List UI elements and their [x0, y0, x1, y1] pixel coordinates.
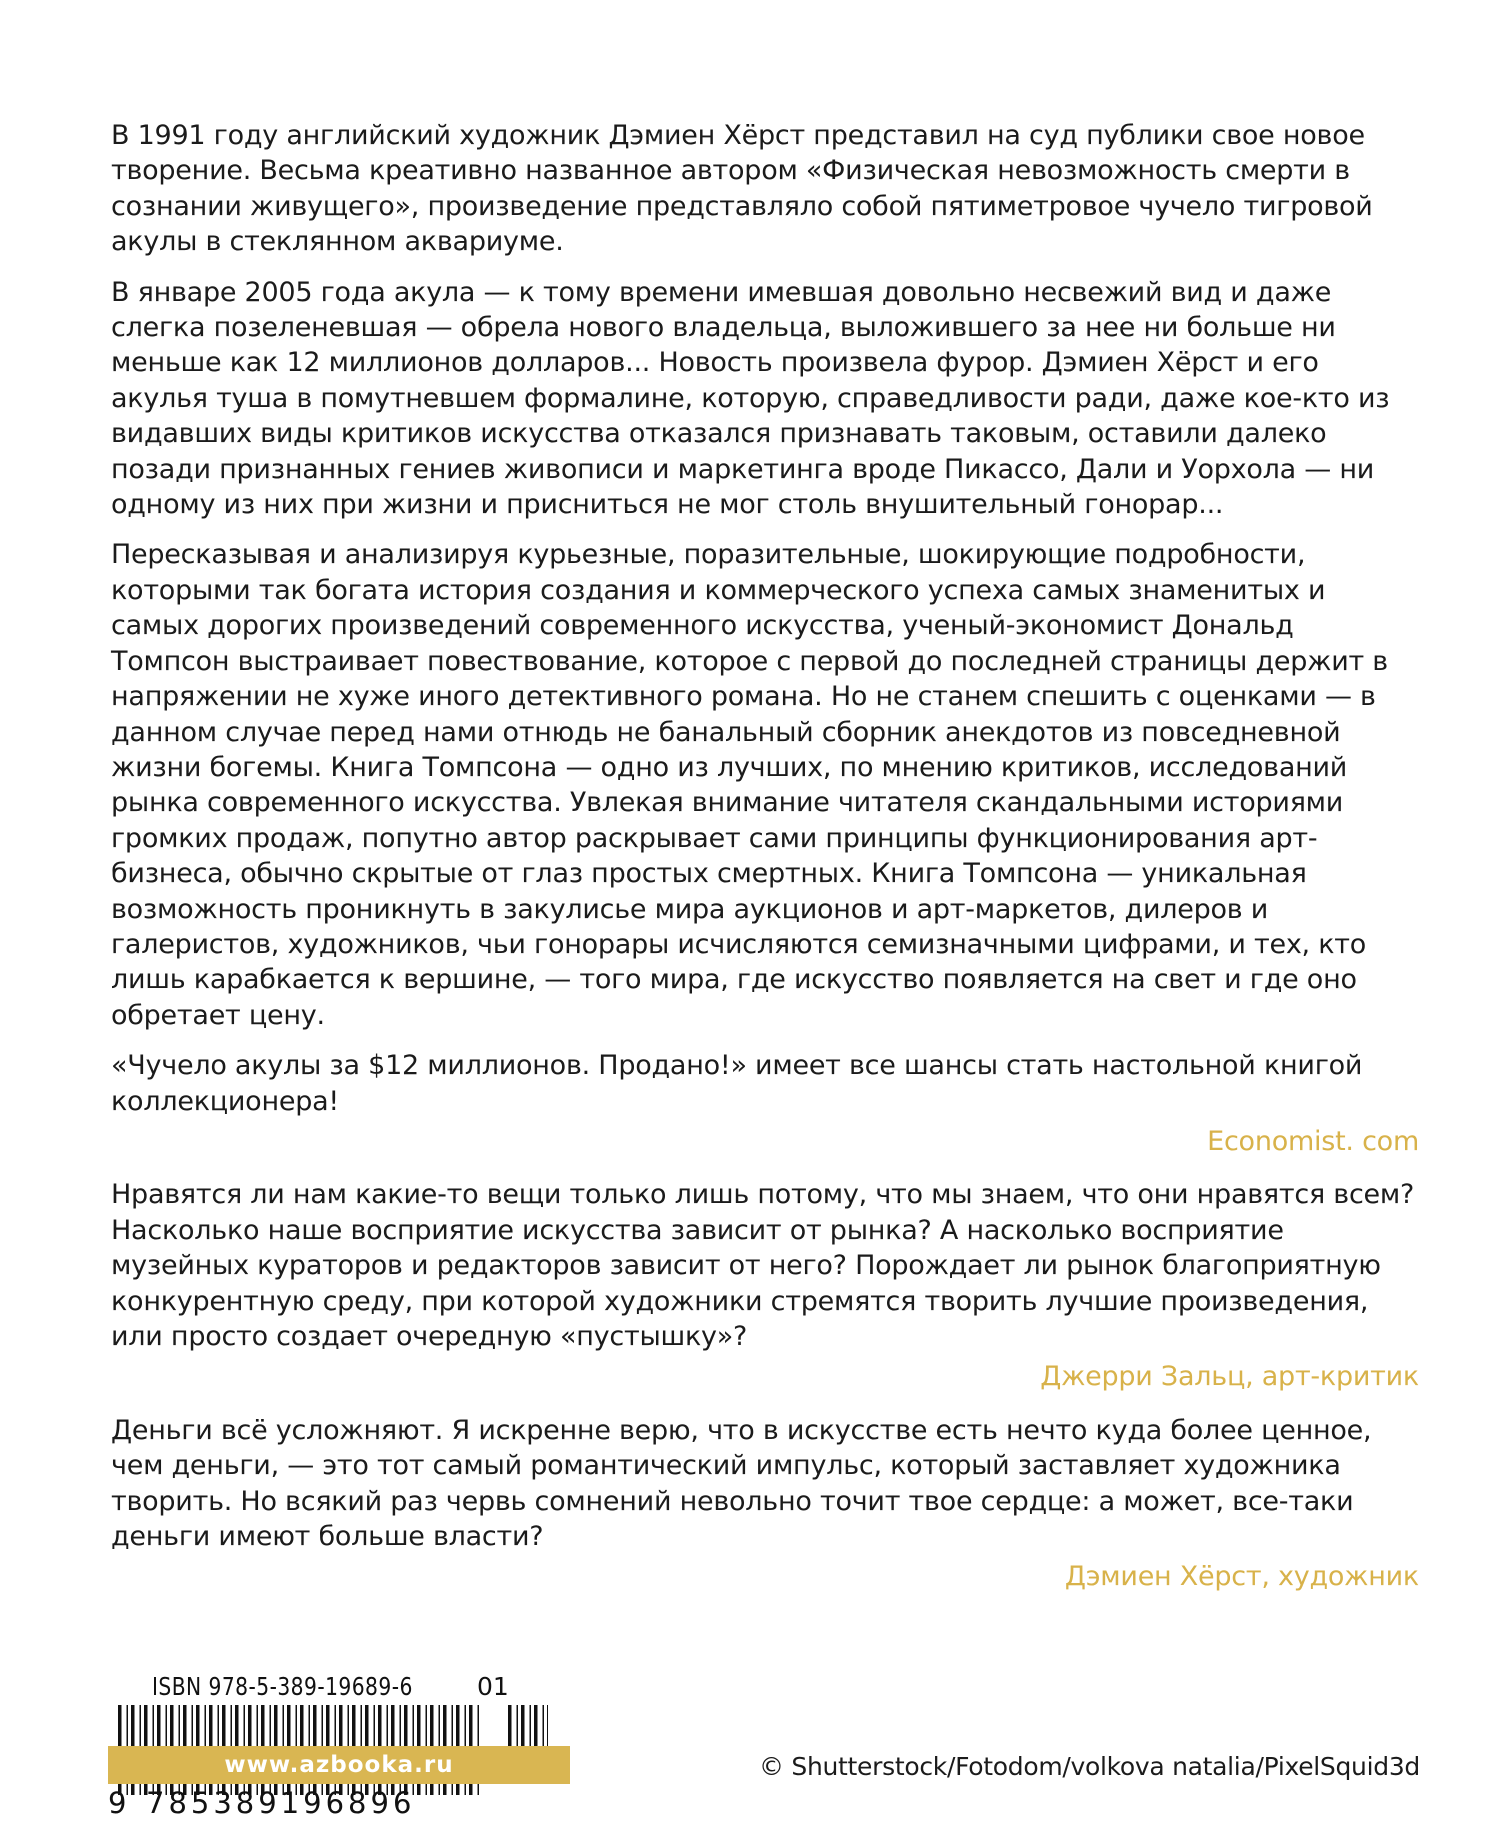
quote-author: Дэмиен Хёрст, художник	[1064, 1561, 1419, 1593]
quote-text: Деньги всё усложняют. Я искренне верю, что в искусстве есть нечто куда более ценное, чем деньги, — это тот самый романтический импульс, который заставляет художника творить. Но всякий раз червь сомнений невольно точит твое сердце: а может, все-таки деньги имеют больше власти?	[111, 1414, 1372, 1553]
barcode-lead-digit: 9	[108, 1786, 131, 1820]
paragraph-sale: В январе 2005 года акула — к тому времени имевшая довольно несвежий вид и даже слегка позеленевшая — обрела нового владельца, выложившего за нее ни больше ни меньше как 12 миллионов долларов... Новость произвела фурор. Дэмиен Хёрст и его акулья туша в помутневшем формалине, которую, справедливости ради, даже кое-кто из видавших виды критиков искусства отказался признавать таковым, оставили далеко позади признанных гениев живописи и маркетинга вроде Пикассо, Дали и Уорхола — ни одному из них при жизни и присниться не мог столь внушительный гонорар...	[111, 276, 1390, 521]
price-code: 01	[477, 1672, 509, 1701]
publisher-website: www.azbooka.ru	[108, 1746, 570, 1784]
quote-author: Economist. com	[1207, 1125, 1419, 1157]
image-copyright: © Shutterstock/Fotodom/volkova natalia/PixelSquid3d	[759, 1752, 1420, 1781]
back-cover-text	[111, 118, 1419, 1595]
paragraph-book-description: Пересказывая и анализируя курьезные, поразительные, шокирующие подробности, которыми так богата история создания и коммерческого успеха самых знаменитых и самых дорогих произведений современного искусства, ученый-экономист Дональд Томпсон выстраивает повествование, которое с первой до последней страницы держит в напряжении не хуже иного детективного романа. Но не станем спешить с оценками — в данном случае перед нами отнюдь не банальный сборник анекдотов из повседневной жизни богемы. Книга Томпсона — одно из лучших, по мнению критиков, исследований рынка современного искусства. Увлекая внимание читателя скандальными историями громких продаж, попутно автор раскрывает сами принципы функционирования арт-бизнеса, обычно скрытые от глаз простых смертных. Книга Томпсона — уникальная возможность проникнуть в закулисье мира аукционов и арт-маркетов, дилеров и галеристов, художников, чьи гонорары исчисляются семизначными цифрами, и тех, кто лишь карабкается к вершине, — того мира, где искусство появляется на свет и где оно обретает цену.	[111, 539, 1388, 1031]
barcode-digits: 785389196896	[146, 1786, 416, 1820]
isbn-label: ISBN 978-5-389-19689-6	[152, 1672, 413, 1701]
quote-text: Нравятся ли нам какие-то вещи только лишь потому, что мы знаем, что они нравятся всем? Насколько наше восприятие искусства зависит от рынка? А насколько восприятие музейных кураторов и редакторов зависит от него? Порождает ли рынок благоприятную конкурентную среду, при которой художники стремятся творить лучшие произведения, или просто создает очередную «пустышку»?	[111, 1179, 1415, 1352]
quote-text: «Чучело акулы за $12 миллионов. Продано!» имеет все шансы стать настольной книгой коллекционера!	[111, 1050, 1363, 1117]
paragraph-intro: В 1991 году английский художник Дэмиен Хёрст представил на суд публики свое новое творение. Весьма креативно названное автором «Физическая невозможность смерти в сознании живущего», произведение представляло собой пятиметровое чучело тигровой акулы в стеклянном аквариуме.	[111, 120, 1373, 258]
quote-author: Джерри Зальц, арт-критик	[1040, 1361, 1419, 1393]
